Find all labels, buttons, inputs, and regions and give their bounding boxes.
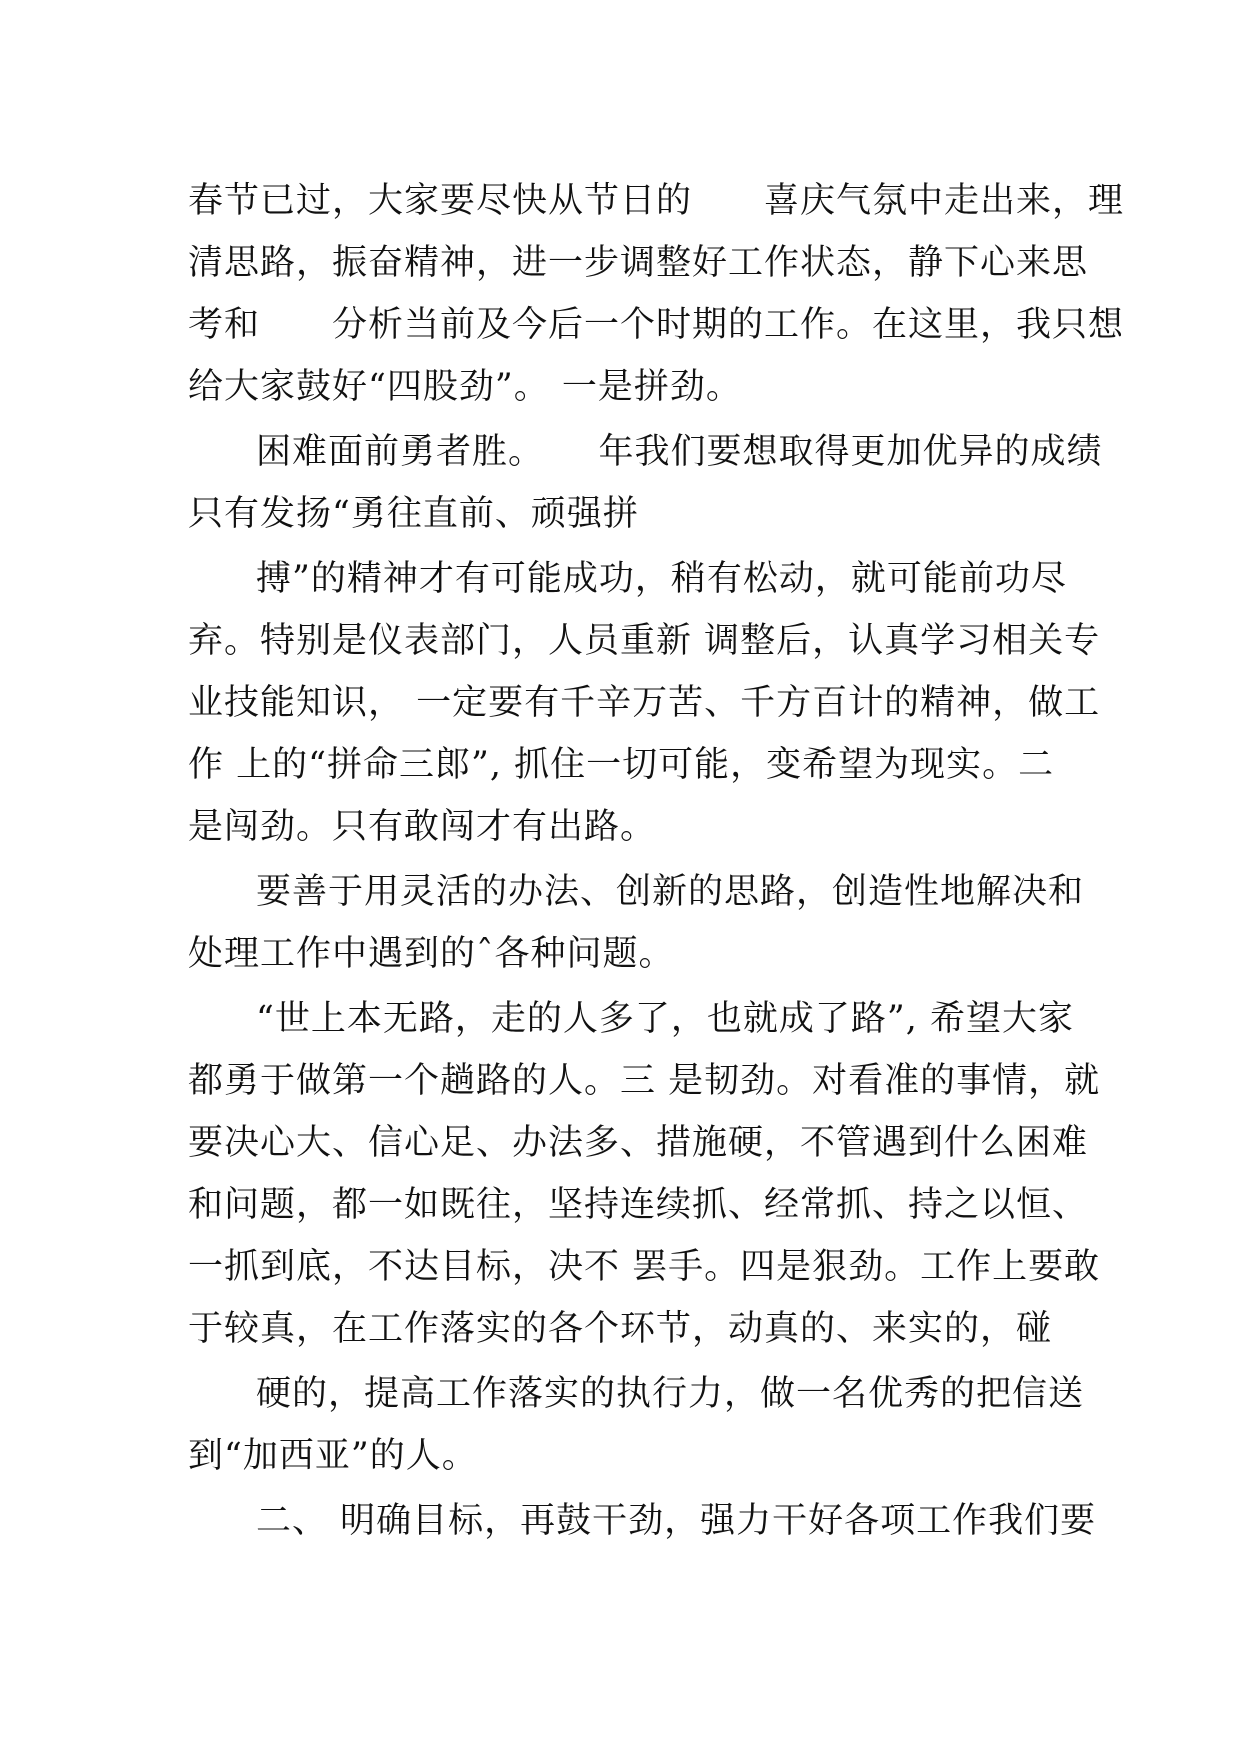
text-line: 搏”的精神才有可能成功，稍有松动，就可能前功尽 [256,559,1067,599]
section-heading: 二、 明确目标，再鼓干劲，强力干好各项工作我们要 [256,1501,1097,1541]
text-line: 清思路，振奋精神，进一步调整好工作状态，静下心来思 [188,243,1089,283]
text-line: 硬的，提高工作落实的执行力，做一名优秀的把信送 [256,1374,1085,1414]
text-line: 于较真，在工作落实的各个环节，动真的、来实的，碰 [188,1309,1053,1349]
text-line: 春节已过，大家要尽快从节日的 喜庆气氛中走出来，理 [188,181,1125,221]
text-line: 作 上的“拼命三郎”, 抓住一切可能，变希望为现实。二 [188,745,1055,785]
text-line: 处理工作中遇到的ˆ各种问题。 [188,934,675,974]
text-line: 要善于用灵活的办法、创新的思路，创造性地解决和 [256,872,1085,912]
text-line: “世上本无路，走的人多了，也就成了路”, 希望大家 [256,999,1075,1039]
text-line: 困难面前勇者胜。 年我们要想取得更加优异的成绩 [256,432,1103,472]
text-line: 到“加西亚”的人。 [188,1436,478,1476]
text-line: 是闯劲。只有敢闯才有出路。 [188,807,657,847]
text-line: 给大家鼓好“四股劲”。 一是拼劲。 [188,367,742,407]
text-line: 一抓到底，不达目标，决不 罢手。四是狠劲。工作上要敢 [188,1247,1101,1287]
text-line: 弃。特别是仪表部门，人员重新 调整后，认真学习相关专 [188,621,1101,661]
text-line: 要决心大、信心足、办法多、措施硬，不管遇到什么困难 [188,1123,1089,1163]
text-line: 和问题，都一如既往，坚持连续抓、经常抓、持之以恒、 [188,1185,1089,1225]
text-line: 都勇于做第一个趟路的人。三 是韧劲。对看准的事情，就 [188,1061,1101,1101]
text-line: 业技能知识， 一定要有千辛万苦、千方百计的精神，做工 [188,683,1101,723]
text-line: 考和 分析当前及今后一个时期的工作。在这里，我只想 [188,305,1125,345]
text-line: 只有发扬“勇往直前、顽强拼 [188,494,639,534]
